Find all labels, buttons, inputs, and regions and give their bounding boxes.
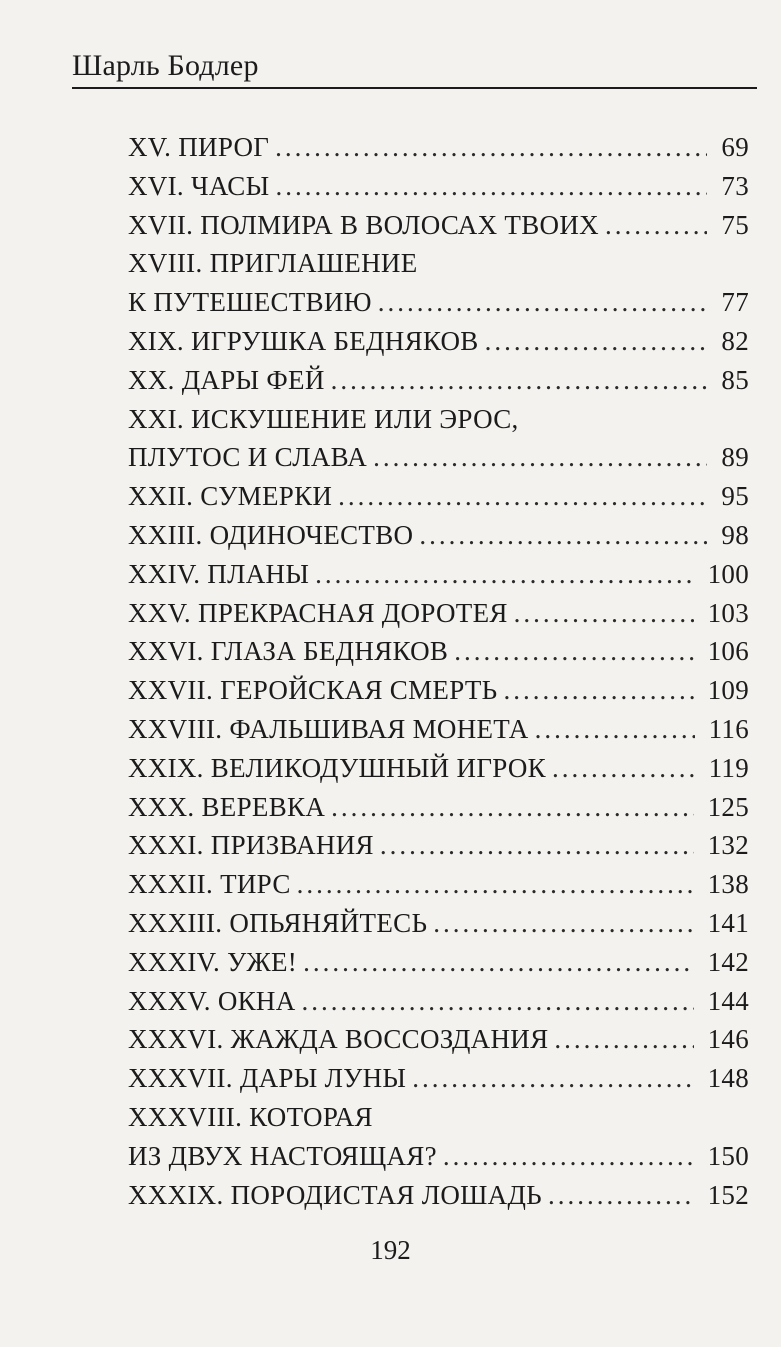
toc-entry-page: 82 [721,325,749,356]
toc-line [128,128,749,167]
toc-line [128,1176,749,1215]
dot-leader [378,283,708,322]
running-head: Шарль Бодлер [72,49,259,82]
toc-entry-page: 138 [707,869,749,900]
toc-entry-page: 132 [707,830,749,861]
toc-entry-title: XXVII. ГЕРОЙСКАЯ СМЕРТЬ [128,675,498,706]
toc-entry-page: 146 [707,1024,749,1055]
toc-entry-title: К ПУТЕШЕСТВИЮ [128,287,372,318]
dot-leader [315,555,693,594]
toc-entry-title: XXIII. ОДИНОЧЕСТВО [128,519,414,550]
toc-entry-title: XXXV. ОКНА [128,985,296,1016]
dot-leader [503,671,693,710]
toc-line [128,283,749,322]
table-of-contents [128,128,749,1214]
toc-entry-page: 69 [721,132,749,162]
dot-leader [514,594,694,633]
toc-entry-title: XXXI. ПРИЗВАНИЯ [128,830,374,861]
toc-entry-title: XXXIX. ПОРОДИСТАЯ ЛОШАДЬ [128,1179,542,1210]
toc-line [128,788,749,827]
header-rule [72,87,757,89]
toc-entry-title: ПЛУТОС И СЛАВА [128,442,368,473]
toc-entry-page: 98 [721,519,749,550]
toc-entry-page: 142 [707,946,749,977]
dot-leader [548,1176,694,1215]
dot-leader [552,749,695,788]
toc-entry [128,749,749,788]
toc-entry [128,361,749,400]
toc-line [128,361,749,400]
toc-line [128,1020,749,1059]
toc-line [128,826,749,865]
toc-entry-page: 103 [707,597,749,628]
toc-entry-page: 109 [707,675,749,706]
toc-entry [128,1176,749,1215]
dot-leader [303,943,693,982]
toc-entry [128,594,749,633]
toc-entry [128,244,749,322]
toc-entry [128,943,749,982]
toc-entry [128,400,749,478]
toc-entry-page: 125 [707,791,749,822]
toc-entry-title: XXII. СУМЕРКИ [128,481,333,512]
toc-line [128,671,749,710]
toc-entry-title: XXVI. ГЛАЗА БЕДНЯКОВ [128,636,449,667]
toc-entry [128,555,749,594]
toc-entry-title: XIX. ИГРУШКА БЕДНЯКОВ [128,325,479,356]
toc-entry-page: 77 [721,287,749,318]
toc-entry [128,982,749,1021]
toc-entry-page: 73 [721,170,749,201]
dot-leader [338,477,707,516]
dot-leader [433,904,693,943]
toc-entry [128,632,749,671]
toc-entry [128,477,749,516]
dot-leader [302,982,694,1021]
dot-leader [443,1137,694,1176]
toc-line [128,244,749,283]
toc-entry-page: 141 [707,907,749,938]
dot-leader [485,322,708,361]
toc-line [128,1059,749,1098]
toc-entry-title: XVI. ЧАСЫ [128,170,270,201]
toc-entry-page: 75 [721,209,749,240]
toc-entry-page: 85 [721,364,749,395]
toc-entry-title: XXXIV. УЖЕ! [128,946,298,977]
toc-entry-title: XV. ПИРОГ [128,132,270,162]
toc-line [128,594,749,633]
toc-line [128,632,749,671]
toc-line [128,167,749,206]
toc-entry-page: 89 [721,442,749,473]
toc-line [128,904,749,943]
dot-leader [554,1020,693,1059]
dot-leader [454,632,693,671]
toc-entry-title: XXV. ПРЕКРАСНАЯ ДОРОТЕЯ [128,597,508,628]
toc-line [128,555,749,594]
toc-entry-title: XXIX. ВЕЛИКОДУШНЫЙ ИГРОК [128,752,546,783]
toc-line [128,749,749,788]
toc-entry-title: XXX. ВЕРЕВКА [128,791,326,822]
dot-leader [331,361,708,400]
toc-entry-page: 95 [721,481,749,512]
toc-entry-title: XVIII. ПРИГЛАШЕНИЕ [128,248,418,279]
toc-entry [128,516,749,555]
toc-entry-title: XXVIII. ФАЛЬШИВАЯ МОНЕТА [128,713,529,744]
toc-entry [128,826,749,865]
toc-entry-page: 152 [707,1179,749,1210]
toc-line [128,206,749,245]
toc-entry [128,904,749,943]
toc-line [128,1137,749,1176]
dot-leader [297,865,694,904]
toc-entry-title: XXXVI. ЖАЖДА ВОССОЗДАНИЯ [128,1024,549,1055]
dot-leader [275,167,707,206]
toc-line [128,438,749,477]
dot-leader [275,128,707,167]
toc-entry-page: 144 [707,985,749,1016]
page-number: 192 [370,1235,411,1265]
toc-entry [128,206,749,245]
toc-line [128,943,749,982]
toc-line [128,865,749,904]
toc-entry-page: 150 [707,1140,749,1171]
toc-entry [128,865,749,904]
toc-entry [128,1098,749,1176]
toc-entry-page: 119 [708,752,749,783]
toc-entry-title: XXXII. ТИРС [128,869,291,900]
toc-line [128,1098,749,1137]
toc-entry [128,322,749,361]
dot-leader [331,788,693,827]
toc-entry-title: XXXVIII. КОТОРАЯ [128,1101,373,1132]
toc-entry-title: XXI. ИСКУШЕНИЕ ИЛИ ЭРОС, [128,403,519,434]
toc-entry-title: ИЗ ДВУХ НАСТОЯЩАЯ? [128,1140,437,1171]
toc-line [128,322,749,361]
toc-entry [128,167,749,206]
toc-entry [128,710,749,749]
toc-entry-page: 100 [707,558,749,589]
dot-leader [412,1059,693,1098]
toc-entry-page: 116 [708,713,749,744]
toc-line [128,982,749,1021]
toc-entry [128,1059,749,1098]
toc-entry-page: 106 [707,636,749,667]
dot-leader [419,516,707,555]
toc-entry [128,128,749,167]
toc-entry-title: XXXIII. ОПЬЯНЯЙТЕСЬ [128,907,428,938]
toc-entry-title: XVII. ПОЛМИРА В ВОЛОСАХ ТВОИХ [128,209,599,240]
toc-line [128,516,749,555]
toc-line [128,400,749,439]
toc-entry-title: XXIV. ПЛАНЫ [128,558,310,589]
toc-entry [128,1020,749,1059]
dot-leader [373,438,707,477]
toc-line [128,477,749,516]
dot-leader [535,710,695,749]
toc-entry-title: XXXVII. ДАРЫ ЛУНЫ [128,1063,407,1094]
toc-line [128,710,749,749]
dot-leader [605,206,707,245]
toc-entry-page: 148 [707,1063,749,1094]
dot-leader [380,826,694,865]
toc-entry [128,788,749,827]
toc-entry-title: XX. ДАРЫ ФЕЙ [128,364,325,395]
toc-entry [128,671,749,710]
